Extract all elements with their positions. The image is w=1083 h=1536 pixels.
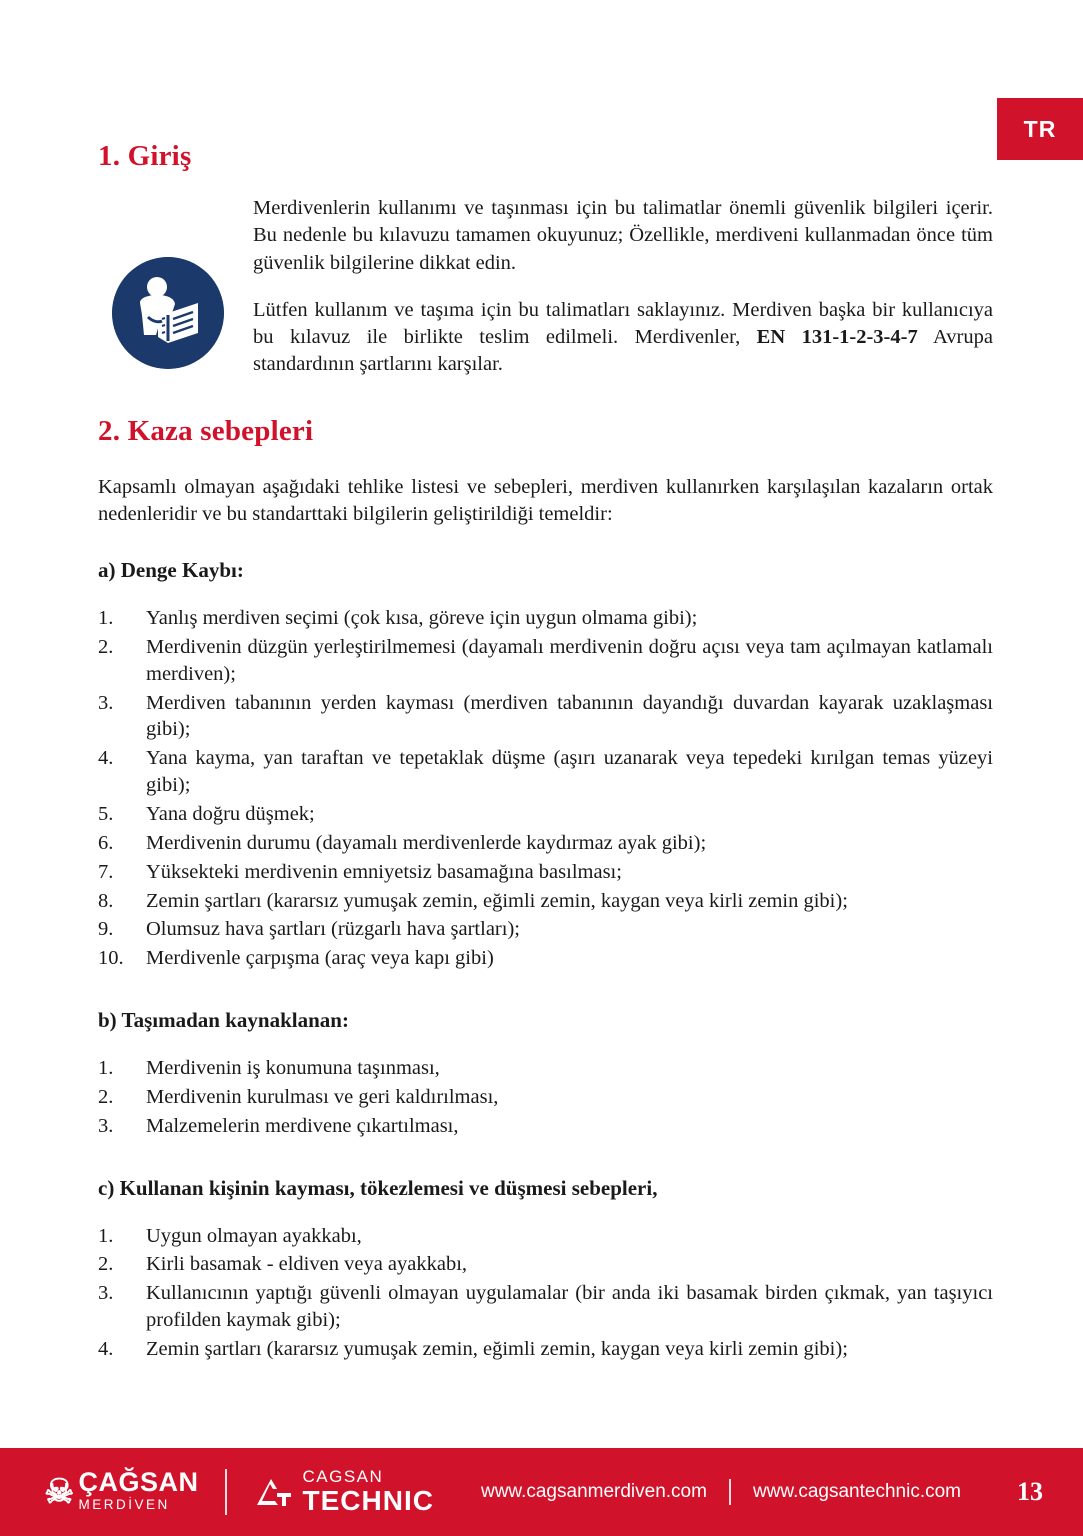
intro-paragraph-1: Merdivenlerin kullanımı ve taşınması için bu talimatlar önemli güvenlik bilgileri içerir. Bu nedenle bu kılavuzu tamamen okuyunuz; Özellikle, merdiveni kullanmadan önce tüm güvenlik bilgilerine dikkat edin. bbox=[253, 197, 993, 274]
footer-divider-1 bbox=[225, 1469, 227, 1515]
group-heading-a: a) Denge Kaybı: bbox=[98, 558, 244, 583]
standard-reference: EN 131-1-2-3-4-7 bbox=[756, 326, 918, 348]
list-number: 10. bbox=[98, 947, 124, 970]
list-text: Zemin şartları (kararsız yumuşak zemin, eğimli zemin, kaygan veya kirli zemin gibi); bbox=[146, 1337, 848, 1360]
intro-paragraph-2-post: Avrupa standardının şartlarını karşılar. bbox=[253, 326, 993, 376]
list-item bbox=[98, 605, 993, 632]
list-item bbox=[98, 888, 993, 915]
brand-secondary-bottom: TECHNIC bbox=[302, 1485, 434, 1517]
intro-paragraph-2-pre: Lütfen kullanım ve taşıma için bu talimatları saklayınız. Merdiven başka bir kullanıcıya bu kılavuz ile birlikte teslim edilmeli. Merdivenler, bbox=[253, 298, 993, 348]
list-number: 2. bbox=[98, 635, 114, 658]
brand-logo-cagsan-merdiven bbox=[44, 1469, 199, 1514]
list-number: 1. bbox=[98, 607, 114, 630]
list-number: 1. bbox=[98, 1224, 114, 1247]
list-text: Olumsuz hava şartları (rüzgarlı hava şartları); bbox=[146, 918, 520, 941]
list-number: 4. bbox=[98, 1337, 114, 1360]
list-number: 4. bbox=[98, 747, 114, 770]
list-item bbox=[98, 1336, 993, 1363]
section-title-intro: 1. Giriş bbox=[98, 140, 192, 172]
footer-divider-2 bbox=[729, 1479, 731, 1505]
list-text: Kullanıcının yaptığı güvenli olmayan uygulamalar (bir anda iki basamak birden çıkmak, yan taşıyıcı profilden kaymak gibi); bbox=[146, 1282, 993, 1332]
list-item bbox=[98, 859, 993, 886]
list-item bbox=[98, 1280, 993, 1334]
list-number: 8. bbox=[98, 889, 114, 912]
page-footer bbox=[0, 1448, 1083, 1536]
list-group-c bbox=[98, 1223, 993, 1363]
brand-primary-sub: MERDİVEN bbox=[78, 1497, 170, 1513]
list-item bbox=[98, 1251, 993, 1278]
list-text: Yana kayma, yan taraftan ve tepetaklak düşme (aşırı uzanarak veya tepedeki kırılgan temas yüzeyi gibi); bbox=[146, 747, 993, 797]
group-heading-b: b) Taşımadan kaynaklanan: bbox=[98, 1008, 349, 1033]
list-item bbox=[98, 745, 993, 799]
list-text: Zemin şartları (kararsız yumuşak zemin, eğimli zemin, kaygan veya kirli zemin gibi); bbox=[146, 889, 848, 912]
list-text: Merdivenin durumu (dayamalı merdivenlerde kaydırmaz ayak gibi); bbox=[146, 831, 707, 854]
brand-logo-cagsan-technic bbox=[253, 1468, 434, 1516]
list-text: Merdivenin düzgün yerleştirilmemesi (dayamalı merdivenin doğru açısı veya tam açılmayan katlamalı merdiven); bbox=[146, 635, 993, 685]
list-text: Merdivenin kurulması ve geri kaldırılması, bbox=[146, 1085, 499, 1108]
list-text: Yana doğru düşmek; bbox=[146, 803, 315, 825]
group-heading-c: c) Kullanan kişinin kayması, tökezlemesi ve düşmesi sebepleri, bbox=[98, 1175, 658, 1200]
list-item bbox=[98, 1055, 993, 1082]
ct-monogram-icon bbox=[253, 1475, 293, 1509]
list-item bbox=[98, 634, 993, 688]
brand-primary-name: ÇAĞSAN bbox=[78, 1467, 199, 1498]
list-text: Yüksekteki merdivenin emniyetsiz basamağına basılması; bbox=[146, 860, 622, 883]
intro-paragraph-2 bbox=[253, 297, 993, 379]
language-tab[interactable]: TR bbox=[997, 98, 1083, 160]
intro-block bbox=[98, 195, 993, 385]
list-item bbox=[98, 1084, 993, 1111]
list-number: 5. bbox=[98, 803, 114, 825]
list-text: Malzemelerin merdivene çıkartılması, bbox=[146, 1114, 459, 1137]
list-group-a bbox=[98, 605, 993, 972]
list-text: Merdiven tabanının yerden kayması (merdiven tabanının dayandığı duvardan kayarak uzaklaşması gibi); bbox=[146, 691, 993, 741]
list-number: 9. bbox=[98, 918, 114, 941]
intro-text bbox=[253, 195, 993, 379]
causes-intro-paragraph: Kapsamlı olmayan aşağıdaki tehlike listesi ve sebepleri, merdiven kullanırken karşılaşılan kazaların ortak nedenleridir ve bu standarttaki bilgilerin geliştirildiği temeldir: bbox=[98, 476, 993, 526]
dna-icon: ☠ bbox=[44, 1472, 75, 1511]
list-number: 6. bbox=[98, 831, 114, 854]
list-item bbox=[98, 690, 993, 744]
footer-url-merdiven[interactable]: www.cagsanmerdiven.com bbox=[480, 1480, 707, 1502]
list-number: 2. bbox=[98, 1085, 114, 1108]
list-item bbox=[98, 830, 993, 857]
list-item bbox=[98, 1223, 993, 1250]
list-text: Merdivenle çarpışma (araç veya kapı gibi) bbox=[146, 947, 494, 970]
list-number: 3. bbox=[98, 1114, 114, 1137]
section-title-causes: 2. Kaza sebepleri bbox=[98, 415, 314, 447]
list-text: Yanlış merdiven seçimi (çok kısa, göreve için uygun olmama gibi); bbox=[146, 607, 698, 630]
footer-urls bbox=[481, 1479, 961, 1505]
list-text: Uygun olmayan ayakkabı, bbox=[146, 1224, 362, 1247]
list-item bbox=[98, 1113, 993, 1140]
list-number: 7. bbox=[98, 860, 114, 883]
list-item bbox=[98, 945, 993, 972]
list-text: Merdivenin iş konumuna taşınması, bbox=[146, 1057, 440, 1080]
read-instructions-icon bbox=[112, 257, 224, 369]
list-number: 3. bbox=[98, 1282, 114, 1305]
list-number: 3. bbox=[98, 691, 114, 714]
brand-secondary-top: CAGSAN bbox=[302, 1467, 384, 1487]
list-text: Kirli basamak - eldiven veya ayakkabı, bbox=[146, 1253, 468, 1276]
footer-url-technic[interactable]: www.cagsantechnic.com bbox=[752, 1480, 961, 1502]
page-content bbox=[98, 140, 993, 1373]
page-number: 13 bbox=[1017, 1476, 1043, 1506]
list-group-b bbox=[98, 1055, 993, 1140]
list-item bbox=[98, 801, 993, 828]
list-number: 2. bbox=[98, 1253, 114, 1276]
list-number: 1. bbox=[98, 1057, 114, 1080]
list-item bbox=[98, 916, 993, 943]
